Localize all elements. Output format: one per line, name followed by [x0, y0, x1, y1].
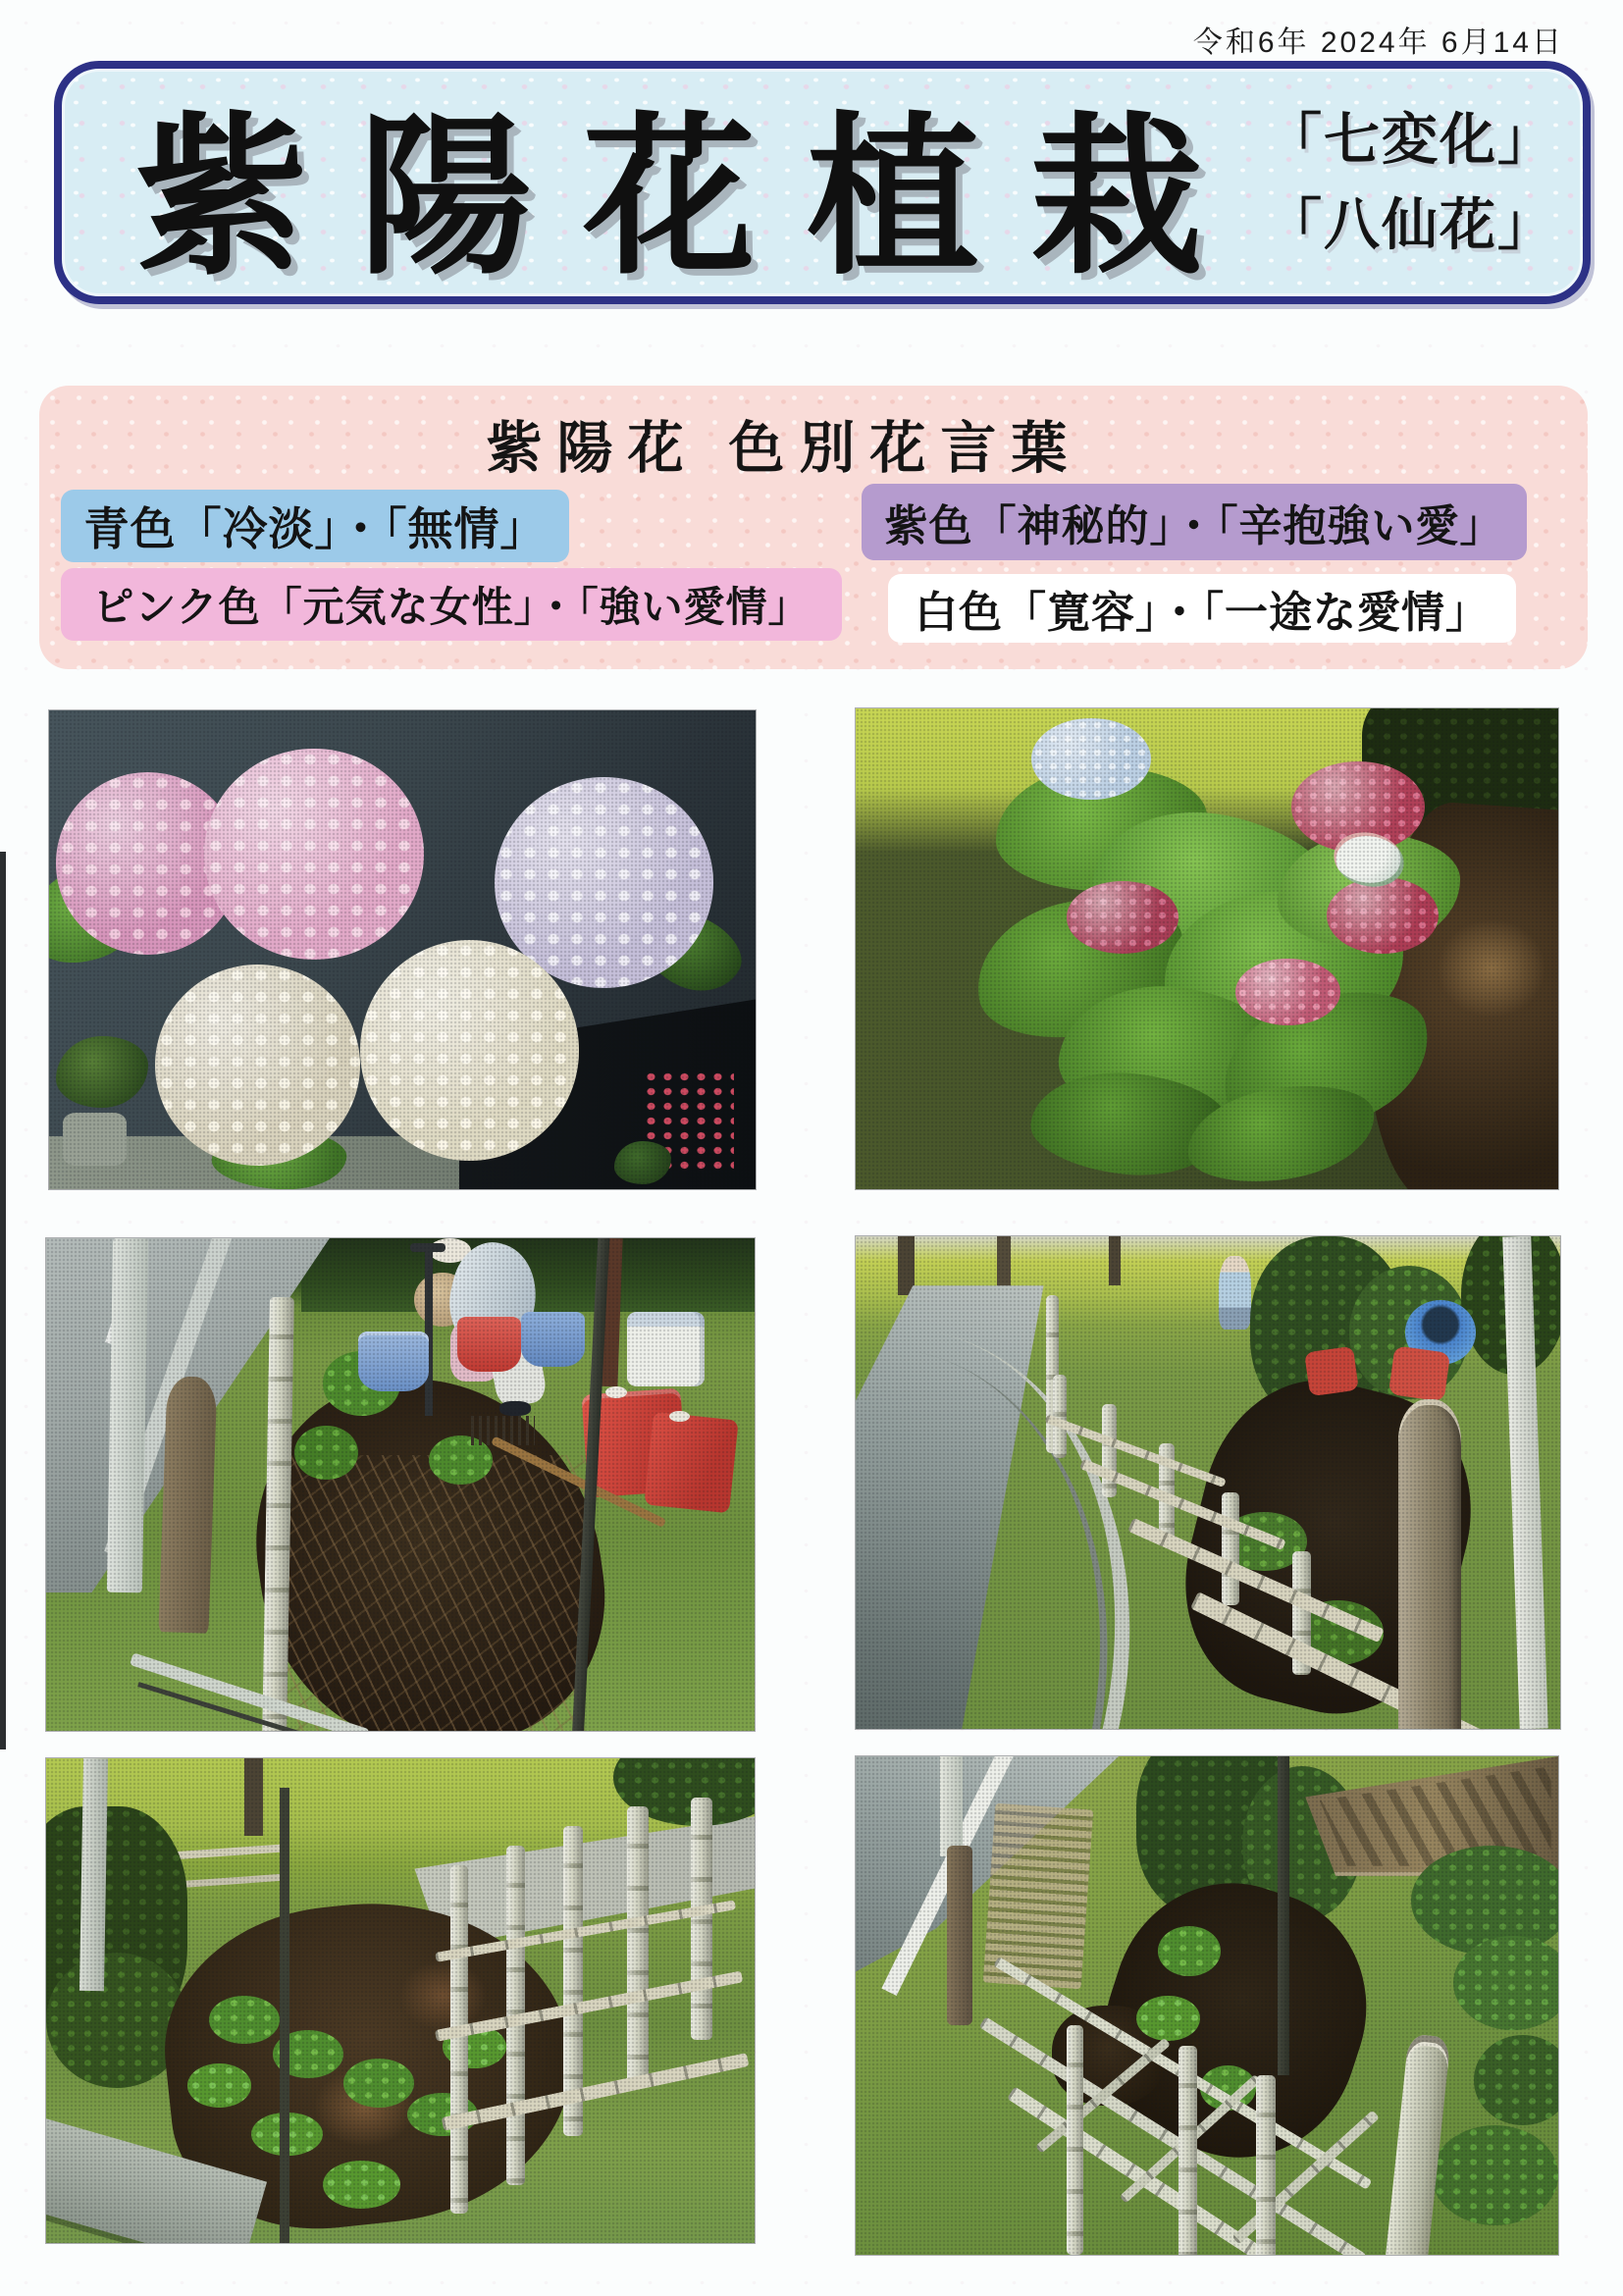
photo-road-fence [856, 1236, 1560, 1729]
thick-bamboo-post [1385, 2034, 1451, 2255]
can-cap [605, 1386, 627, 1398]
title-banner [54, 61, 1591, 304]
hydrangea-bloom-crimson [1327, 877, 1440, 954]
photo-planting-work [46, 1238, 755, 1731]
seedling [1158, 1926, 1221, 1976]
hydrangea-bloom-crimson [1067, 881, 1179, 954]
kerosene-can [1304, 1346, 1359, 1397]
light-post [940, 1756, 963, 1856]
bamboo-stake [1178, 2046, 1197, 2255]
round-wood-post [1398, 1399, 1462, 1729]
tree-trunk [1109, 1236, 1120, 1285]
shovel-shaft [425, 1248, 434, 1416]
green-shrub [294, 1426, 358, 1480]
hydrangea-bloom-white [360, 940, 579, 1160]
photo-lattice-fence [856, 1756, 1558, 2255]
flower-pot [63, 1113, 127, 1166]
seedling [323, 2161, 400, 2209]
meaning-box-purple: 紫色「神秘的」・「辛抱強い愛」 [862, 484, 1527, 560]
can-cap [669, 1411, 689, 1422]
tree-trunk [898, 1236, 915, 1295]
bamboo-post [627, 1806, 649, 2088]
wooden-post [159, 1376, 218, 1634]
photo-potted-hydrangeas [49, 710, 756, 1189]
date-text: 令和6年 2024年 6月14日 [1192, 26, 1564, 59]
meaning-box-blue: 青色「冷淡」・「無情」 [61, 490, 569, 562]
flower-language-panel [39, 386, 1588, 669]
bamboo-stake [1067, 2025, 1083, 2255]
seedling [187, 2063, 251, 2107]
hydrangea-bloom-blue [1031, 718, 1151, 800]
banner-subtitle-line-2: 「八仙花」 [1266, 193, 1555, 256]
photo-hydrangea-bush [856, 708, 1558, 1189]
panel-heading: 紫陽花 色別花言葉 [486, 417, 1082, 480]
tree-trunk [244, 1758, 263, 1836]
bush [1474, 2035, 1558, 2124]
blue-bucket [521, 1312, 585, 1366]
metal-pole [280, 1788, 289, 2243]
hydrangea-bloom-pink [204, 749, 423, 960]
bamboo-stake [1256, 2075, 1276, 2255]
seedling [1136, 1996, 1199, 2041]
meaning-box-white: 白色「寛容」・「一途な愛情」 [888, 574, 1516, 643]
page-title: 紫陽花植栽 [134, 101, 1254, 294]
bush [1432, 2125, 1558, 2225]
distant-worker [1219, 1256, 1251, 1330]
shovel-handle [410, 1243, 445, 1252]
seedling [343, 2059, 414, 2107]
photo-seedling-bed [46, 1758, 755, 2243]
kerosene-can [1387, 1346, 1450, 1403]
soil-patch-tan [1439, 920, 1544, 1017]
meaning-box-pink: ピンク色「元気な女性」・「強い愛情」 [61, 568, 842, 641]
concrete-pole [79, 1758, 108, 1991]
soil-tan-patch [400, 1961, 486, 2029]
hydrangea-bloom-pink [1235, 959, 1340, 1026]
kerosene-can [644, 1411, 738, 1513]
wooden-post [947, 1846, 972, 2025]
bush [1453, 1936, 1558, 2031]
white-tank [627, 1312, 705, 1385]
banner-subtitle-line-1: 「七変化」 [1266, 108, 1555, 172]
banner-subtitles [1266, 97, 1555, 267]
red-bucket [457, 1317, 521, 1371]
metal-pole [1278, 1756, 1289, 2075]
bamboo-stake [1102, 1404, 1116, 1497]
hydrangea-leaf [56, 1036, 148, 1108]
hydrangea-bloom-white [155, 965, 360, 1166]
bamboo-stake [1222, 1492, 1238, 1605]
bamboo-post [691, 1798, 712, 2040]
bamboo-post [450, 1865, 469, 2215]
scan-artifact-line [0, 852, 6, 1749]
blue-bucket [358, 1331, 429, 1390]
light-post [107, 1238, 148, 1593]
worker-shoe [499, 1401, 531, 1416]
twig-shrub [287, 1455, 584, 1731]
tree-trunk [997, 1236, 1011, 1290]
